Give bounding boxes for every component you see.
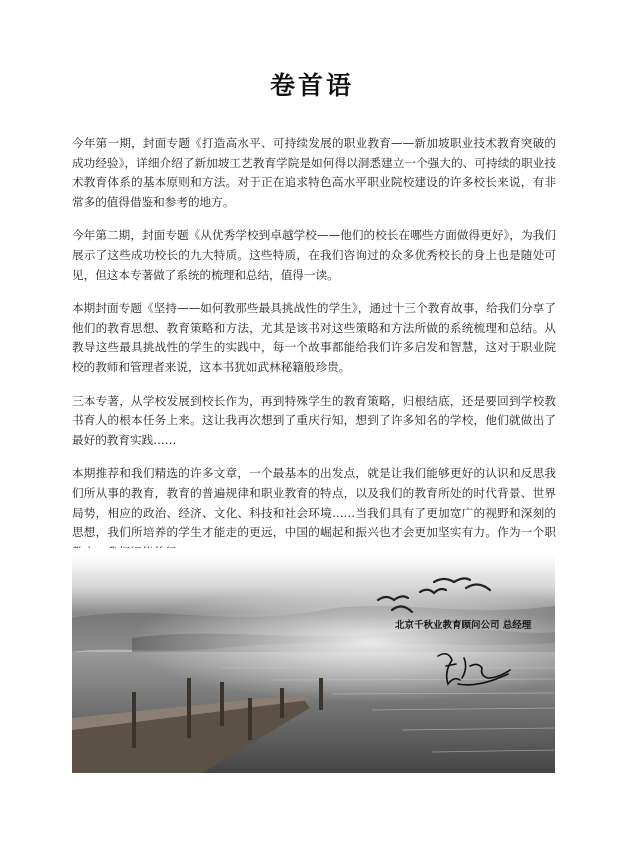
paragraph-5: 本期推荐和我们精选的许多文章，一个最基本的出发点，就是让我们能够更好的认识和反思我们所从事的教育，教育的普遍规律和职业教育的特点，以及我们的教育所处的时代背景、世界局势，相应的政治、经济、文化、科技和社会环境……当我们具有了更加宽广的视野和深刻的思想，我们所培养的学生才能走的更远，中国的崛起和振兴也才会更加坚实有力。作为一个职 xyxy=(72,466,556,540)
pier-photo xyxy=(72,548,555,773)
photo-caption: 北京千秋业教育顾问公司 总经理 xyxy=(395,620,532,631)
editorial-body xyxy=(72,134,556,610)
paragraph-4: 三本专著，从学校发展到校长作为，再到特殊学生的教育策略，归根结底，还是要回到学校教书育人的根本任务上来。这让我再次想到了重庆行知，想到了许多知名的学校，他们就做出了最好的教育实践…… xyxy=(72,393,556,447)
paragraph-1: 今年第一期，封面专题《打造高水平、可持续发展的职业教育——新加坡职业技术教育突破的成功经验》，详细介绍了新加坡工艺教育学院是如何得以洞悉建立一个强大的、可持续的职业技术教育体系的基本原则和方法。对于正在追求特色高水平职业院校建设的许多校长来说，有非常多的值得借鉴和参考的地方。 xyxy=(72,136,556,209)
page-title: 卷首语 xyxy=(269,71,354,100)
paragraph-2: 今年第二期，封面专题《从优秀学校到卓越学校——他们的校长在哪些方面做得更好》，为我们展示了这些成功校长的九大特质。这些特质，在我们咨询过的众多优秀校长的身上也是随处可见，但这本专著做了系统的梳理和总结，值得一读。 xyxy=(72,228,556,282)
paragraph-3: 本期封面专题《坚持——如何教那些最具挑战性的学生》，通过十三个教育故事，给我们分享了他们的教育思想、教育策略和方法，尤其是该书对这些策略和方法所做的系统梳理和总结。从教导这些最具挑战性的学生的实践中，每一个故事都能给我们许多启发和智慧，这对于职业院校的教师和管理者来说，这本书犹如武林秘籍般珍贵。 xyxy=(72,301,556,374)
